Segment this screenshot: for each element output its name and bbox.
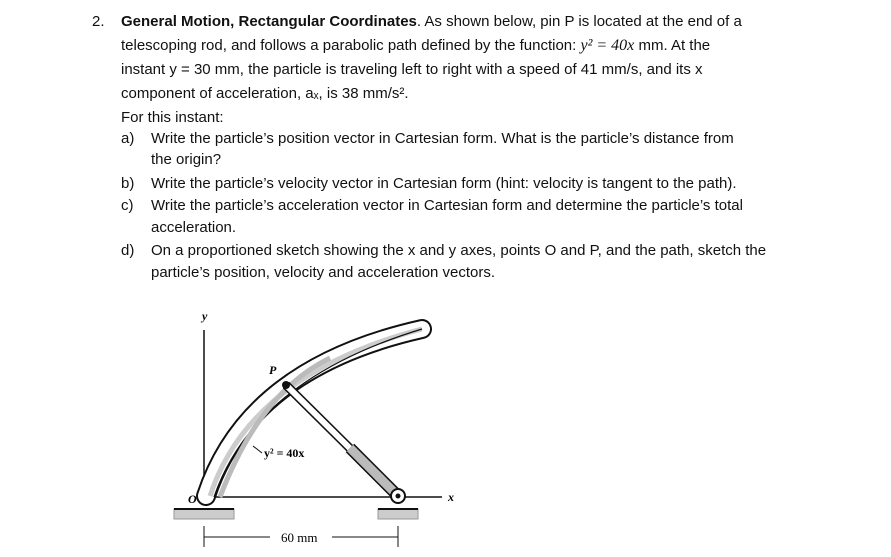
dimension-label: 60 mm — [281, 530, 318, 545]
intro-text: telescoping rod, and follows a parabolic path defined by the function: — [121, 37, 581, 54]
part-a-text: Write the particle’s position vector in Cartesian form. What is the particle’s distance from — [151, 130, 734, 147]
part-b-text: Write the particle’s velocity vector in Cartesian form (hint: velocity is tangent to the path). — [151, 175, 737, 192]
intro-text: . As shown below, pin P is located at the end of a — [416, 13, 742, 30]
part-d-label: d) — [121, 242, 135, 259]
part-b-label: b) — [121, 175, 135, 192]
part-d-text-2: particle’s position, velocity and acceleration vectors. — [151, 264, 496, 281]
part-a-text-2: the origin? — [151, 151, 222, 168]
for-instant: For this instant: — [121, 109, 224, 126]
origin-label: O — [188, 492, 197, 506]
intro-line-4: component of acceleration, aₓ, is 38 mm/s². — [121, 85, 409, 102]
problem-title: General Motion, Rectangular Coordinates — [121, 13, 417, 30]
right-ground — [378, 509, 418, 519]
part-d-text: On a proportioned sketch showing the x and y axes, points O and P, and the path, sketch the — [151, 242, 767, 259]
path-equation-label: y² = 40x — [264, 446, 305, 460]
part-c-text: Write the particle’s acceleration vector in Cartesian form and determine the particle’s total — [151, 197, 743, 214]
part-c-label: c) — [121, 197, 134, 214]
y-axis-label: y — [202, 309, 208, 323]
intro-line-3: instant y = 30 mm, the particle is traveling left to right with a speed of 41 mm/s, and its x — [121, 61, 703, 78]
x-axis-label: x — [448, 490, 454, 504]
intro-text: mm. At the — [634, 37, 711, 54]
intro-line-2 — [121, 37, 710, 55]
point-p-label: P — [269, 363, 277, 377]
part-c-text-2: acceleration. — [151, 219, 237, 236]
path-equation: y² = 40x — [580, 37, 635, 54]
pin-p — [282, 381, 290, 389]
problem-number: 2. — [92, 13, 105, 30]
telescoping-rod-figure — [160, 300, 480, 557]
left-ground — [174, 509, 234, 519]
part-a-label: a) — [121, 130, 135, 147]
intro-line-1 — [121, 13, 742, 30]
